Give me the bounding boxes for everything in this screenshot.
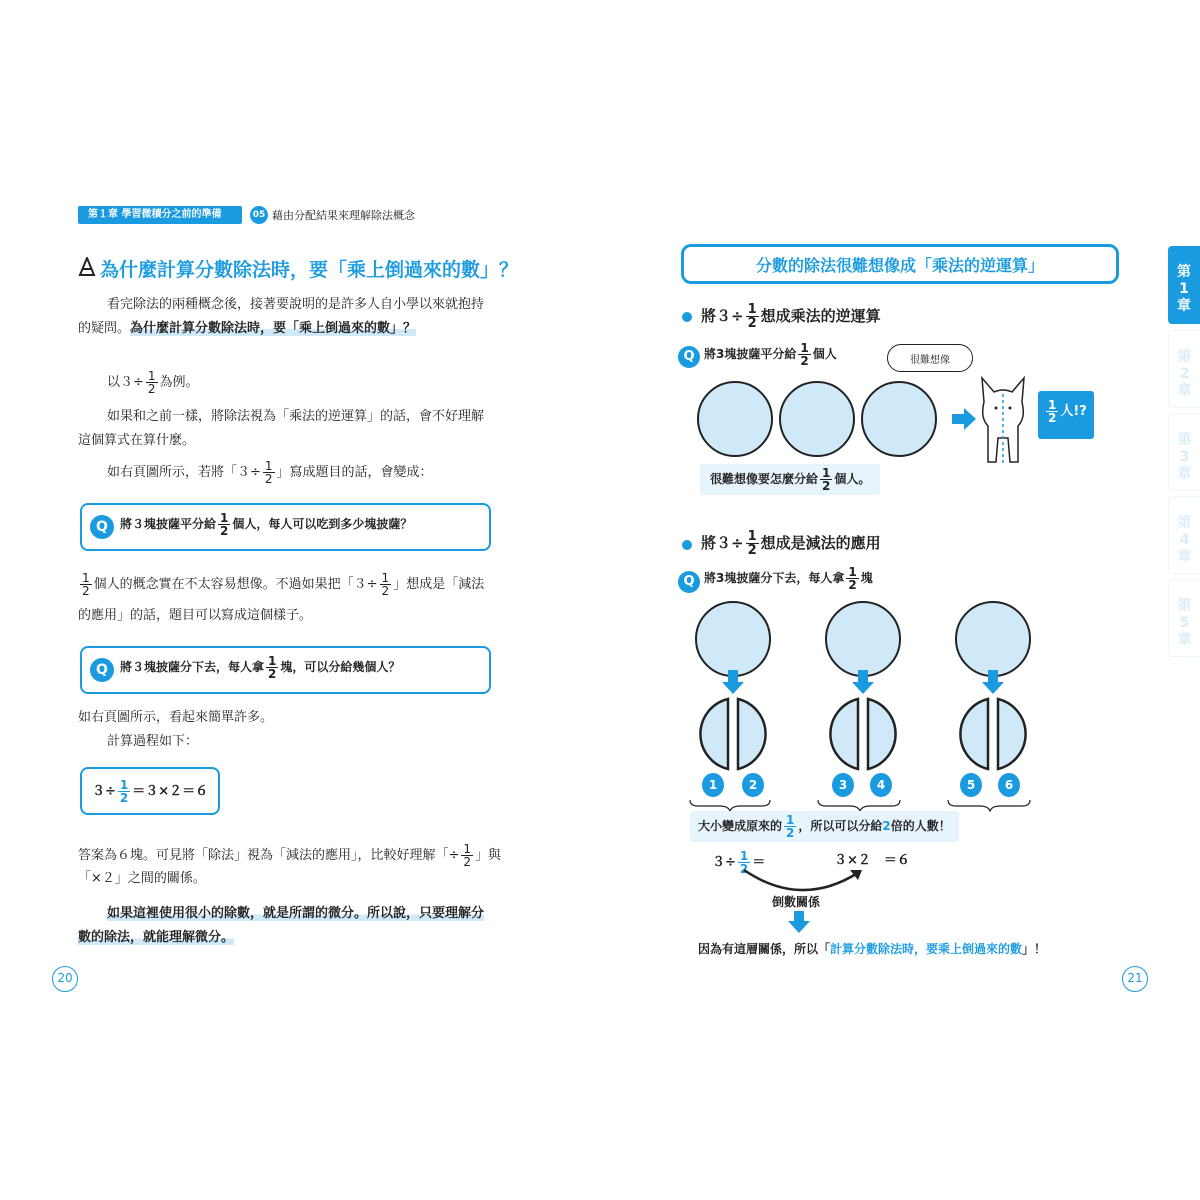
text-span: ，所以可以分給: [798, 819, 883, 833]
denominator: 2: [463, 855, 472, 869]
numerator: 1: [220, 511, 229, 525]
page-number: 20: [52, 966, 78, 992]
numerator: 1: [786, 813, 795, 827]
text-span: 因為有這層關係，所以「: [698, 942, 831, 956]
paragraph-line: 如右頁圖所示，看起來簡單許多。: [78, 710, 274, 725]
text-span: 個人，每人可以吃到多少塊披薩？: [232, 517, 413, 531]
sign-text: [1044, 399, 1087, 424]
question-text: [120, 655, 400, 680]
pizza-illustration: [861, 381, 937, 457]
text-span: 」與: [475, 848, 502, 863]
fraction: [746, 303, 759, 330]
fraction: [263, 460, 275, 485]
fraction: [798, 342, 810, 367]
tab-chapter-5[interactable]: 第 5 章: [1168, 579, 1200, 657]
bullet: [682, 540, 692, 550]
denominator: 2: [739, 862, 749, 876]
numerator: 1: [119, 778, 129, 792]
denominator: 2: [747, 316, 757, 331]
text-span: 人!?: [1060, 404, 1087, 419]
text-span: 將３塊披薩分下去，每人拿: [120, 660, 265, 674]
paragraph-line: [78, 318, 416, 340]
q-icon: Q: [90, 658, 114, 682]
denominator: 2: [264, 472, 273, 486]
down-arrow-icon: [982, 670, 1004, 694]
section-title: 藉由分配結果來理解除法概念: [272, 209, 415, 222]
denominator: 2: [800, 354, 809, 368]
conclusion-line: [107, 903, 484, 925]
text-span: 2: [882, 819, 891, 833]
emphasis-text: 計算分數除法時，要乘上倒過來的數: [830, 942, 1023, 956]
numerator: 1: [82, 571, 90, 585]
cat-illustration: [974, 372, 1032, 468]
caption: [700, 464, 880, 495]
paragraph-line: 這個算式在算什麼。: [78, 433, 196, 448]
person-badge: 1: [702, 773, 724, 797]
question-text: [120, 512, 412, 537]
emphasis-text: 為什麼計算分數除法時，要「乘上倒過來的數」？: [130, 321, 417, 336]
paragraph-line: 計算過程如下：: [107, 734, 199, 749]
example-line: [107, 370, 199, 395]
speech-text: 很難想像: [910, 355, 950, 366]
calculation-text: [92, 779, 208, 804]
text-span: 想成乘法的逆運算: [760, 307, 881, 325]
conclusion-text: [698, 940, 1046, 957]
numerator: 1: [747, 529, 757, 544]
denominator: 2: [786, 826, 795, 840]
paragraph-line: 看完除法的兩種概念後，接著要說明的是許多人自小學以來就抱持: [107, 297, 485, 312]
pizza-illustration: [697, 381, 773, 457]
chapter-label: 第１章 學習微積分之前的準備: [78, 206, 242, 224]
denominator: 2: [747, 543, 757, 558]
fraction: [784, 814, 796, 839]
half-pizzas: [950, 697, 1036, 771]
fraction: [118, 779, 130, 804]
text-span: ＝: [752, 855, 766, 870]
text-span: 塊: [860, 571, 873, 585]
text-span: 個人的概念實在不太容易想像。不過如果把「３÷: [93, 577, 378, 592]
text-span: 大小變成原來的: [698, 819, 783, 833]
denominator: 2: [1048, 411, 1057, 425]
numerator: 1: [381, 571, 390, 585]
reciprocal-label: 倒數關係: [772, 895, 821, 909]
denominator: 2: [147, 382, 156, 396]
numerator: 1: [822, 466, 831, 480]
right-page-title: 分數的除法很難想像成「乘法的逆運算」: [755, 256, 1044, 275]
page-number: 21: [1122, 966, 1148, 992]
group-braces: [688, 798, 1048, 812]
fraction: [461, 843, 473, 868]
fraction: [820, 467, 832, 492]
question-text: [704, 566, 873, 591]
text-span: 」寫成題目的話，會變成：: [276, 465, 433, 480]
text-span: 」想成是「減法: [393, 577, 485, 592]
equation-right: ３×２ ＝６: [834, 853, 910, 868]
q-icon: Q: [678, 571, 700, 593]
q-icon: Q: [90, 515, 114, 539]
numerator: 1: [800, 341, 809, 355]
denominator: 2: [82, 584, 90, 598]
tab-chapter-3[interactable]: 第 3 章: [1168, 413, 1200, 491]
text-span: 如右頁圖所示，若將「３÷: [107, 465, 261, 480]
fraction: [846, 566, 858, 591]
text-span: ３÷: [712, 855, 736, 870]
conclusion-line: [78, 927, 234, 949]
caption: [690, 811, 959, 842]
bullet: [682, 312, 692, 322]
text-span: 將３塊披薩平分給: [120, 517, 217, 531]
text-span: ３÷: [92, 784, 116, 799]
emphasis-text: 數的除法，就能理解微分。: [78, 930, 235, 945]
question-text: [704, 342, 837, 367]
denominator: 2: [381, 584, 390, 598]
fraction: [1046, 399, 1058, 424]
paragraph-line: [107, 460, 433, 485]
down-arrow-icon: [722, 670, 744, 694]
pizza-illustration: [825, 601, 901, 677]
person-badge: 2: [742, 773, 764, 797]
text-span: 倍的人數！: [890, 819, 951, 833]
section-heading: [701, 530, 881, 557]
text-span: 以３÷: [107, 375, 144, 390]
numerator: 1: [747, 302, 757, 317]
numerator: 1: [739, 849, 749, 863]
down-arrow-icon: [788, 911, 810, 933]
numerator: 1: [147, 369, 156, 383]
paragraph-line: [78, 572, 484, 597]
tab-chapter-2[interactable]: 第 2 章: [1168, 330, 1200, 408]
text-span: 答案為６塊。可見將「除法」視為「減法的應用」，比較好理解「÷: [78, 848, 460, 863]
pencil-icon: [78, 257, 96, 277]
text-span: 將3塊披薩分下去，每人拿: [704, 571, 845, 585]
text-span: 」！: [1022, 942, 1047, 956]
down-arrow-icon: [852, 670, 874, 694]
numerator: 1: [463, 842, 472, 856]
text-span: 為例。: [159, 375, 199, 390]
emphasis-text: 如果這裡使用很小的除數，就是所謂的微分。所以說，只要理解分: [107, 906, 485, 921]
fraction: [380, 572, 392, 597]
person-badge: 3: [832, 773, 854, 797]
text-span: 塊，可以分給幾個人？: [280, 660, 401, 674]
denominator: 2: [119, 791, 129, 805]
numerator: 1: [1048, 398, 1057, 412]
text-span: 的疑問。: [78, 321, 131, 336]
fraction: [80, 572, 92, 597]
paragraph-line: 的應用」的話，題目可以寫成這個樣子。: [78, 608, 313, 623]
fraction: [746, 530, 759, 557]
text-span: 將３÷: [701, 534, 744, 552]
paragraph-line: 如果和之前一樣，將除法視為「乘法的逆運算」的話，會不好理解: [107, 409, 485, 424]
fraction: [218, 512, 230, 537]
text-span: 將3塊披薩平分給: [704, 347, 797, 361]
fraction: [146, 370, 158, 395]
page-heading: 為什麼計算分數除法時，要「乘上倒過來的數」？: [100, 259, 519, 281]
denominator: 2: [220, 524, 229, 538]
pizza-illustration: [779, 381, 855, 457]
fraction: [266, 655, 278, 680]
text-span: 將３÷: [701, 307, 744, 325]
half-pizzas: [820, 697, 906, 771]
person-badge: 5: [960, 773, 982, 797]
text-span: 個人。: [834, 472, 871, 486]
text-span: 想成是減法的應用: [760, 534, 881, 552]
pizza-illustration: [695, 601, 771, 677]
half-pizzas: [690, 697, 776, 771]
right-arrow-icon: [952, 408, 976, 430]
paragraph-line: [78, 843, 501, 868]
denominator: 2: [848, 578, 857, 592]
numerator: 1: [848, 565, 857, 579]
numerator: 1: [268, 654, 277, 668]
numerator: 1: [264, 459, 273, 473]
text-span: 很難想像要怎麼分給: [710, 472, 819, 486]
paragraph-line: 「×２」之間的關係。: [78, 871, 206, 886]
text-span: 個人: [812, 347, 837, 361]
tab-chapter-4[interactable]: 第 4 章: [1168, 496, 1200, 574]
denominator: 2: [822, 479, 831, 493]
text-span: ＝３×２＝６: [132, 784, 209, 799]
q-icon: Q: [678, 346, 700, 368]
person-badge: 4: [870, 773, 892, 797]
denominator: 2: [268, 667, 277, 681]
pizza-illustration: [955, 601, 1031, 677]
person-badge: 6: [998, 773, 1020, 797]
section-number: 05: [250, 206, 268, 224]
tab-chapter-1[interactable]: 第 1 章: [1168, 246, 1200, 324]
section-heading: [701, 303, 881, 330]
